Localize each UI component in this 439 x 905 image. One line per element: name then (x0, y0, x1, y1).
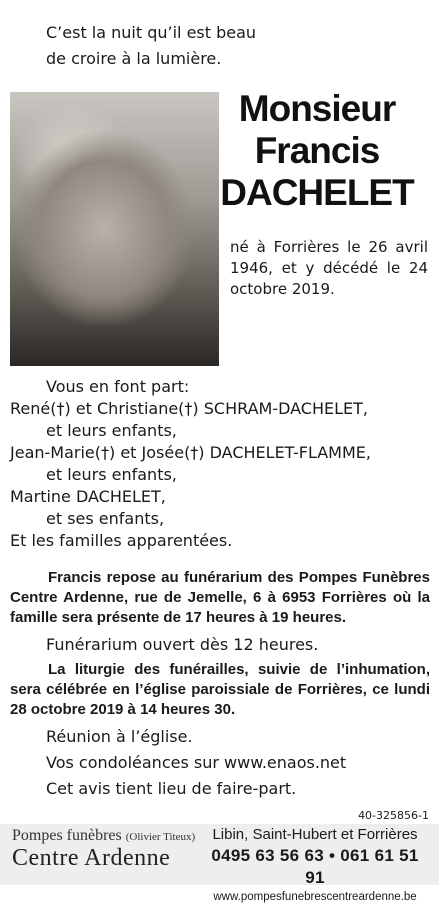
funeral-home-name: Centre Ardenne (12, 845, 171, 871)
family-intro: Vous en font part: (46, 377, 190, 396)
deceased-last-name: DACHELET (220, 172, 414, 213)
opening-hours: Funérarium ouvert dès 12 heures. (46, 635, 319, 654)
liturgy-notice: La liturgie des funérailles, suivie de l’inhumation, sera célébrée en l’église paroissiale de Forrières, ce lundi 28 octobre 2019 à 14 heures 30. (10, 661, 430, 718)
funeral-home-label (12, 827, 195, 845)
family-entry-3-name: Martine DACHELET, (10, 487, 166, 506)
quote-line-2: de croire à la lumière. (46, 49, 222, 68)
funerarium-notice: Francis repose au funérarium des Pompes Funèbres Centre Ardenne, rue de Jemelle, 6 à 6953 Forrières où la famille sera présente de 17 heures à 19 heures. (10, 569, 430, 626)
family-entry-1-sub: et leurs enfants, (46, 421, 177, 440)
funeral-home-owner: (Olivier Titeux) (125, 831, 196, 843)
condolences-notice: Vos condoléances sur www.enaos.net (46, 753, 347, 772)
family-closing: Et les familles apparentées. (10, 531, 233, 550)
family-entry-1-name: René(†) et Christiane(†) SCHRAM-DACHELET, (10, 399, 368, 418)
funeral-home-contact (200, 824, 430, 905)
meeting-notice: Réunion à l’église. (46, 727, 193, 746)
funeral-home-phones (200, 845, 430, 889)
family-entry-2-sub: et leurs enfants, (46, 465, 177, 484)
phone-separator: • (329, 846, 336, 865)
deceased-name (217, 88, 417, 214)
quote-line-1: C’est la nuit qu’il est beau (46, 23, 257, 42)
phone-2: 061 61 51 91 (305, 846, 419, 887)
funeral-home-website: www.pompesfunebrescentreardenne.be (213, 891, 417, 903)
notices-section (10, 568, 430, 800)
quote (46, 20, 256, 72)
phone-1: 0495 63 56 63 (211, 846, 324, 865)
family-entry-3-sub: et ses enfants, (46, 509, 165, 528)
funeral-home-type: Pompes funèbres (12, 827, 122, 844)
family-section (10, 376, 430, 552)
funeral-home-locations: Libin, Saint-Hubert et Forrières (212, 826, 418, 843)
faire-part-notice: Cet avis tient lieu de faire-part. (46, 779, 297, 798)
portrait-photo (10, 92, 219, 366)
deceased-title: Monsieur (238, 88, 396, 129)
birth-death-info: né à Forrières le 26 avril 1946, et y décédé le 24 octobre 2019. (230, 238, 428, 298)
deceased-first-name: Francis (254, 130, 380, 171)
family-entry-2-name: Jean-Marie(†) et Josée(†) DACHELET-FLAMME, (10, 443, 371, 462)
reference-number: 40-325856-1 (358, 809, 429, 822)
